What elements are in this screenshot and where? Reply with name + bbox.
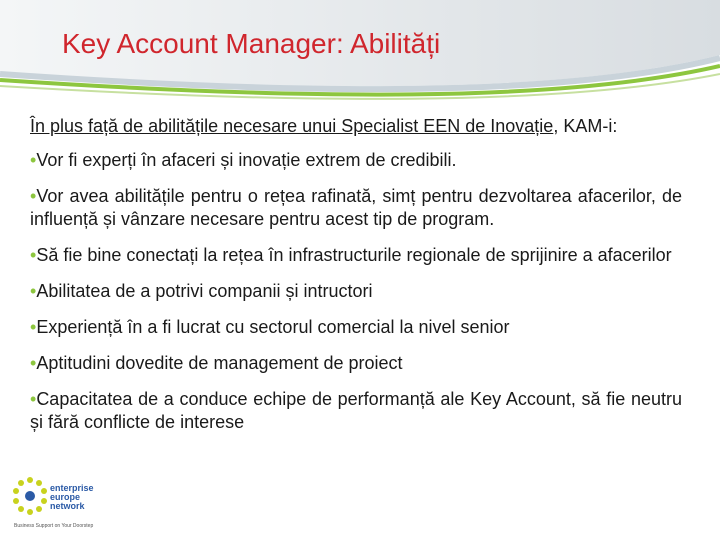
bullet-marker: • bbox=[30, 281, 37, 301]
logo-line: network bbox=[50, 501, 85, 511]
bullet-text: Vor avea abilitățile pentru o rețea rafinată, simț pentru dezvoltarea afacerilor, de influență și vânzare necesare pentru acest tip de program. bbox=[30, 186, 682, 229]
bullet-text: Aptitudini dovedite de management de proiect bbox=[36, 353, 403, 373]
logo-tagline: Business Support on Your Doorstep bbox=[14, 523, 94, 529]
logo-wordmark bbox=[50, 484, 94, 511]
bullet-marker: • bbox=[30, 353, 37, 373]
bullet-item bbox=[30, 244, 682, 267]
intro-text bbox=[30, 115, 682, 138]
title-band bbox=[0, 0, 720, 100]
bullet-text: Capacitatea de a conduce echipe de performanță ale Key Account, să fie neutru și fără conflicte de interese bbox=[30, 389, 682, 432]
bullet-marker: • bbox=[30, 186, 37, 206]
bullet-marker: • bbox=[30, 317, 37, 337]
bullet-item bbox=[30, 388, 682, 434]
content-body bbox=[30, 115, 682, 447]
bullet-marker: • bbox=[30, 150, 37, 170]
enterprise-europe-network-logo bbox=[12, 474, 112, 532]
bullet-item bbox=[30, 280, 682, 303]
bullet-item bbox=[30, 185, 682, 231]
bullet-marker: • bbox=[30, 245, 37, 265]
bullet-marker: • bbox=[30, 389, 37, 409]
bullet-item bbox=[30, 316, 682, 339]
intro-rest: , KAM-i: bbox=[553, 116, 618, 136]
bullet-item bbox=[30, 352, 682, 375]
intro-underlined: În plus față de abilitățile necesare unui Specialist EEN de Inovație bbox=[30, 116, 554, 136]
bullet-text: Vor fi experți în afaceri și inovație extrem de credibili. bbox=[36, 150, 457, 170]
bullet-text: Să fie bine conectați la rețea în infrastructurile regionale de sprijinire a afacerilor bbox=[36, 245, 672, 265]
page-title: Key Account Manager: Abilități bbox=[62, 28, 441, 59]
bullet-text: Experiență în a fi lucrat cu sectorul comercial la nivel senior bbox=[36, 317, 510, 337]
star-circle-icon bbox=[12, 476, 48, 522]
logo-line: europe bbox=[50, 492, 81, 502]
bullet-text: Abilitatea de a potrivi companii și intructori bbox=[36, 281, 373, 301]
logo-line: enterprise bbox=[50, 483, 94, 493]
bullet-item bbox=[30, 149, 682, 172]
